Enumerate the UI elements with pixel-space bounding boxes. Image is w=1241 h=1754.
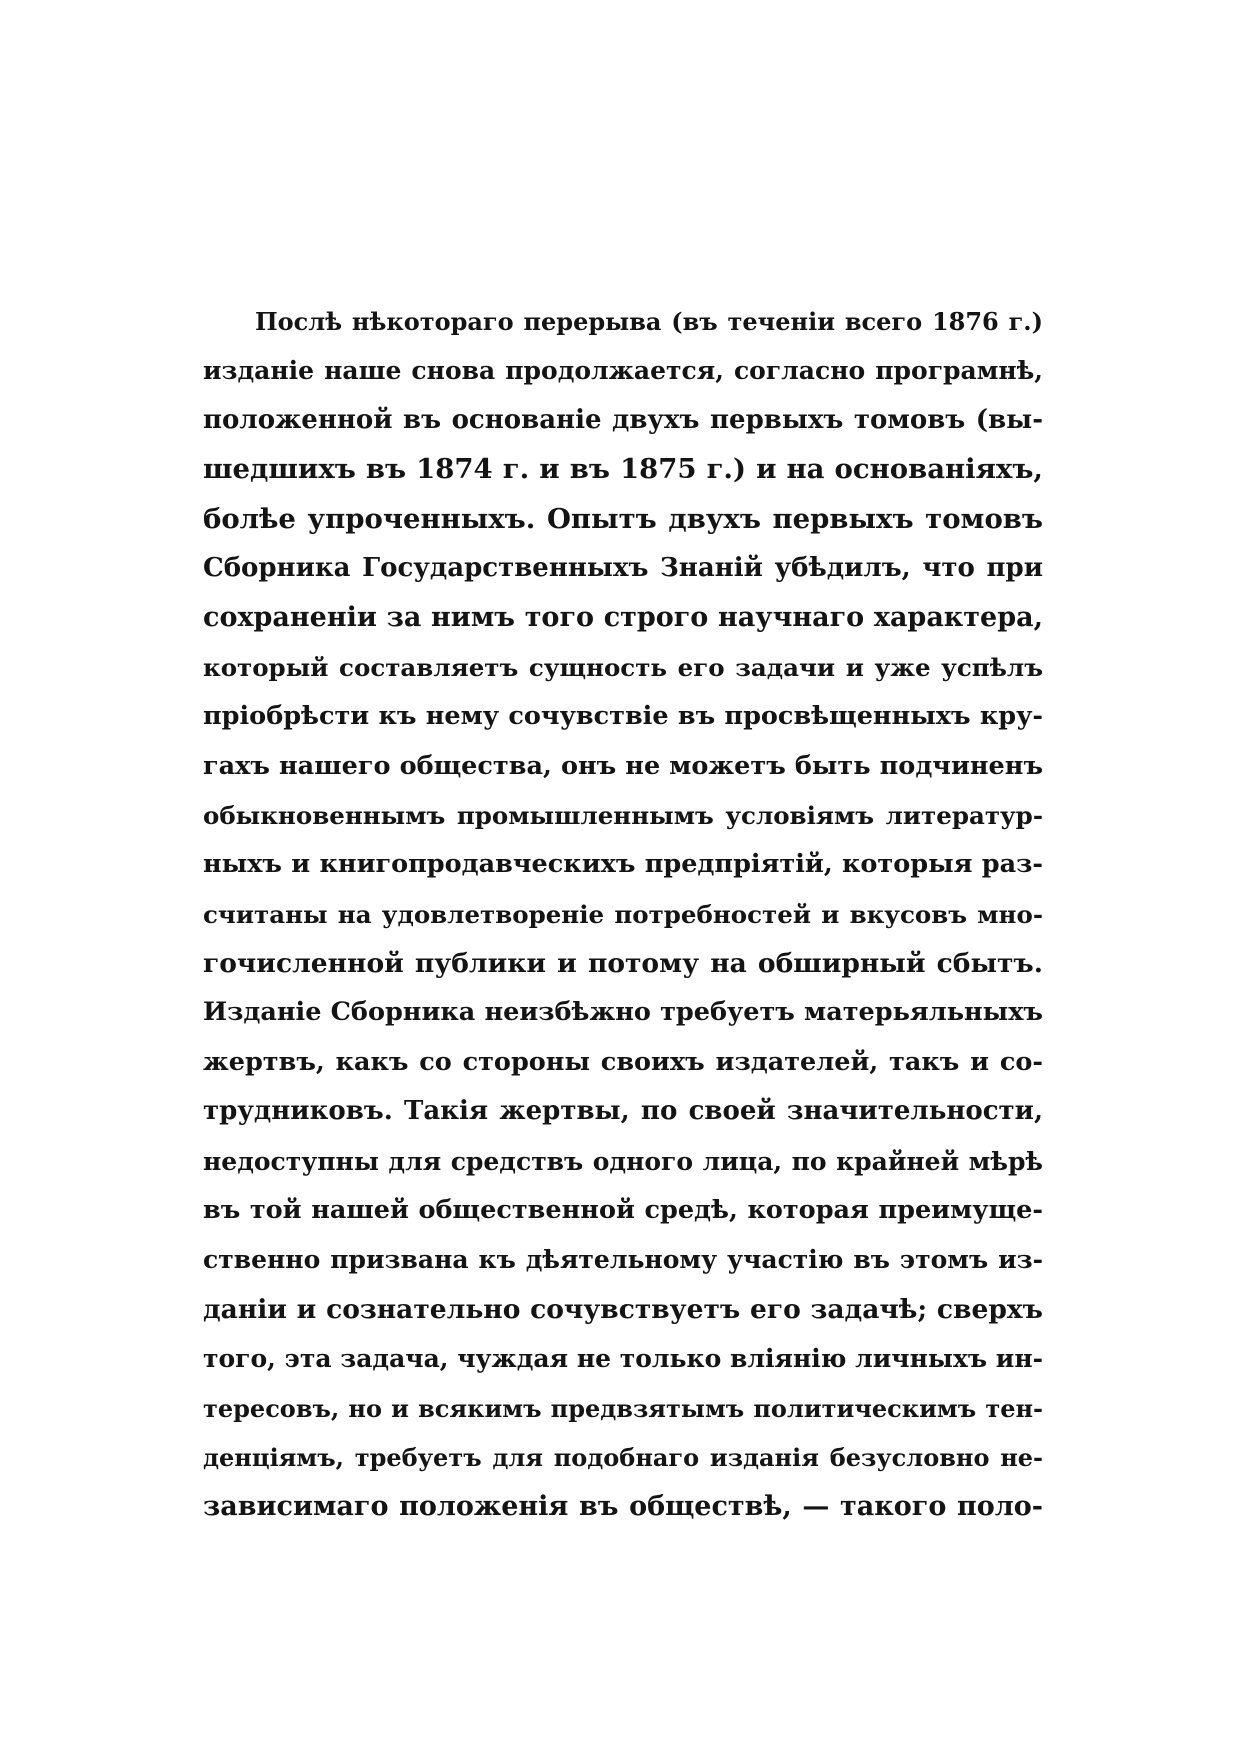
- text-line: ныхъ и книгопродавческихъ предпріятій, которыя раз-: [203, 849, 1043, 880]
- text-line: болѣе упроченныхъ. Опытъ двухъ первыхъ томовъ: [203, 502, 1043, 535]
- text-line: изданіе наше снова продолжается, согласно програмнѣ,: [203, 356, 1043, 386]
- text-line: недоступны для средствъ одного лица, по крайней мѣрѣ: [203, 1146, 1043, 1176]
- text-line: Послѣ нѣкотораго перерыва (въ теченіи всего 1876 г.): [255, 307, 1043, 336]
- text-line: шедшихъ въ 1874 г. и въ 1875 г.) и на основаніяхъ,: [203, 453, 1043, 486]
- text-line: гочисленной публики и потому на обширный сбытъ.: [203, 948, 1043, 980]
- text-line: положенной въ основаніе двухъ первыхъ томовъ (вы-: [203, 404, 1043, 435]
- text-line: ственно призвана къ дѣятельному участію въ этомъ из-: [203, 1245, 1043, 1275]
- text-line: Сборника Государственныхъ Знаній убѣдилъ, что при: [203, 552, 1043, 583]
- text-line: трудниковъ. Такія жертвы, по своей значительности,: [203, 1096, 1043, 1127]
- text-line: денціямъ, требуетъ для подобнаго изданія безусловно не-: [203, 1442, 1043, 1472]
- body-paragraph: [203, 297, 1043, 1532]
- text-line: сохраненіи за нимъ того строго научнаго характера,: [203, 602, 1043, 634]
- text-line: даніи и сознательно сочувствуетъ его задачѣ; сверхъ: [203, 1293, 1043, 1325]
- text-line: который составляетъ сущность его задачи и уже успѣлъ: [203, 652, 1043, 682]
- text-line: Изданіе Сборника неизбѣжно требуетъ матерьяльныхъ: [203, 997, 1043, 1028]
- text-line: жертвъ, какъ со стороны своихъ издателей, такъ и со-: [203, 1046, 1043, 1077]
- text-line: считаны на удовлетвореніе потребностей и вкусовъ мно-: [203, 899, 1043, 929]
- text-line: обыкновеннымъ промышленнымъ условіямъ литератур-: [203, 800, 1043, 830]
- text-line: тересовъ, но и всякимъ предвзятымъ политическимъ тен-: [203, 1393, 1043, 1423]
- text-line: пріобрѣсти къ нему сочувствіе въ просвѣщенныхъ кру-: [203, 701, 1043, 732]
- text-line: въ той нашей общественной средѣ, которая преимуще-: [203, 1195, 1043, 1226]
- text-line: гахъ нашего общества, онъ не можетъ быть подчиненъ: [203, 750, 1043, 781]
- text-line: зависимаго положенія въ обществѣ, — такого поло-: [203, 1491, 1043, 1523]
- text-line: того, эта задача, чуждая не только вліянію личныхъ ин-: [203, 1344, 1043, 1374]
